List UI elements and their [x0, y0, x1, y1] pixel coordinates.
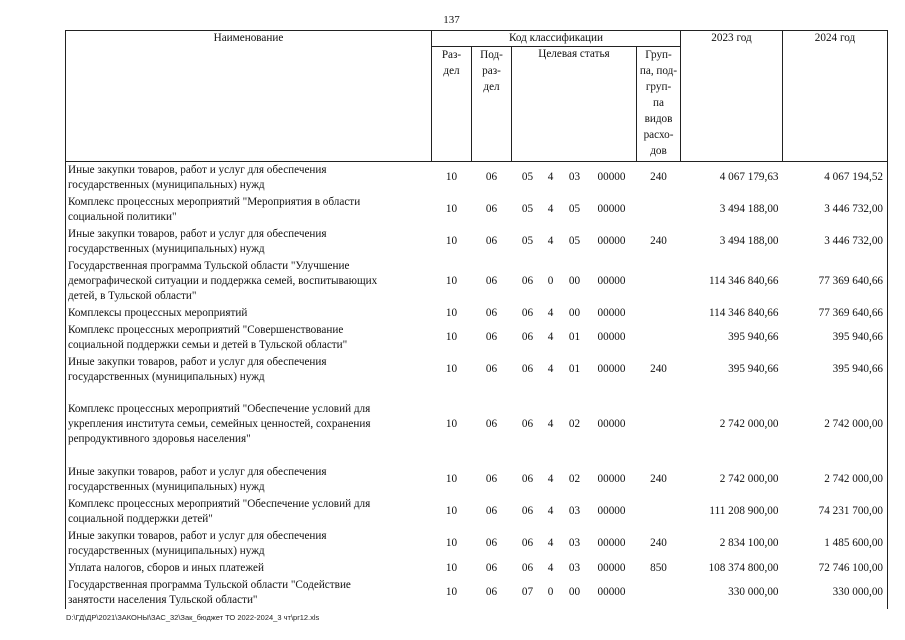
row-target-part: 00000 — [597, 505, 626, 518]
row-target-part: 00 — [568, 307, 581, 320]
row-target-article — [512, 162, 637, 194]
header-year-2023: 2023 год — [681, 31, 783, 162]
row-group: 240 — [650, 235, 667, 248]
row-target-article — [512, 464, 637, 496]
row-section: 10 — [445, 363, 458, 376]
row-target-article — [512, 322, 637, 354]
row-name-line: Комплекс процессных мероприятий "Обеспечение условий для — [68, 402, 371, 415]
row-group — [637, 496, 681, 528]
row-section: 10 — [445, 586, 458, 599]
row-amount-2023: 2 742 000,00 — [719, 473, 779, 486]
table-row — [66, 528, 888, 560]
row-amount-2023: 395 940,66 — [728, 331, 779, 344]
table-row — [66, 464, 888, 496]
row-spacer — [66, 386, 888, 395]
row-target-article — [512, 354, 637, 386]
row-name-line: Государственная программа Тульской области "Содействие — [68, 578, 351, 591]
spacer-cell — [432, 455, 888, 464]
row-amount-2024: 395 940,66 — [783, 322, 888, 354]
row-target-part: 4 — [547, 307, 554, 320]
table-row — [66, 322, 888, 354]
row-target-part: 03 — [568, 537, 581, 550]
row-name-line: государственных (муниципальных) нужд — [68, 370, 265, 383]
row-target-part: 00000 — [597, 275, 626, 288]
row-amount-2023: 114 346 840,66 — [708, 307, 779, 320]
row-target-part: 05 — [568, 203, 581, 216]
row-target-part: 06 — [521, 561, 534, 574]
row-amount-2024: 77 369 640,66 — [783, 258, 888, 306]
row-name — [66, 194, 432, 226]
row-name-line: Уплата налогов, сборов и иных платежей — [68, 561, 264, 574]
row-group — [637, 194, 681, 226]
table-row — [66, 560, 888, 577]
row-name-line: репродуктивного здоровья населения" — [68, 433, 251, 446]
row-name-line: демографической ситуации и поддержка семей, воспитывающих — [68, 275, 378, 288]
row-amount-2024: 395 940,66 — [783, 354, 888, 386]
row-name-line: Иные закупки товаров, работ и услуг для обеспечения — [68, 529, 327, 542]
row-subsection: 06 — [485, 473, 498, 486]
row-section: 10 — [445, 235, 458, 248]
row-subsection: 06 — [485, 586, 498, 599]
row-target-part: 4 — [547, 505, 554, 518]
header-classification: Код классификации — [432, 31, 681, 47]
row-name — [66, 496, 432, 528]
row-amount-2024: 2 742 000,00 — [783, 395, 888, 455]
row-amount-2023: 395 940,66 — [728, 363, 779, 376]
budget-table — [65, 30, 888, 609]
row-target-part: 4 — [547, 171, 554, 184]
row-subsection: 06 — [485, 363, 498, 376]
row-target-article — [512, 306, 637, 322]
row-name — [66, 395, 432, 455]
row-target-part: 06 — [521, 473, 534, 486]
row-name — [66, 322, 432, 354]
row-amount-2024: 2 742 000,00 — [783, 464, 888, 496]
row-target-part: 00000 — [597, 363, 626, 376]
row-amount-2023: 108 374 800,00 — [708, 561, 779, 574]
row-name-line: государственных (муниципальных) нужд — [68, 480, 265, 493]
row-target-part: 4 — [547, 473, 554, 486]
row-group — [637, 258, 681, 306]
row-target-part: 06 — [521, 363, 534, 376]
table-row — [66, 496, 888, 528]
row-group: 240 — [650, 537, 667, 550]
table-row — [66, 258, 888, 306]
row-amount-2024: 3 446 732,00 — [783, 194, 888, 226]
row-target-part: 00000 — [597, 331, 626, 344]
row-target-part: 02 — [568, 473, 581, 486]
row-target-part: 00000 — [597, 537, 626, 550]
row-target-part: 00000 — [597, 171, 626, 184]
row-name-line: Иные закупки товаров, работ и услуг для обеспечения — [68, 355, 327, 368]
row-target-article — [512, 226, 637, 258]
row-subsection: 06 — [485, 561, 498, 574]
table-header — [66, 31, 888, 162]
row-target-article — [512, 395, 637, 455]
row-target-part: 05 — [521, 235, 534, 248]
row-target-article — [512, 194, 637, 226]
row-name — [66, 528, 432, 560]
row-target-article — [512, 496, 637, 528]
row-target-part: 06 — [521, 331, 534, 344]
row-target-part: 00 — [568, 586, 581, 599]
row-target-part: 4 — [547, 418, 554, 431]
row-section: 10 — [445, 203, 458, 216]
table-row — [66, 226, 888, 258]
row-amount-2024: 3 446 732,00 — [783, 226, 888, 258]
row-amount-2024: 74 231 700,00 — [783, 496, 888, 528]
row-target-part: 00000 — [597, 586, 626, 599]
row-amount-2024: 330 000,00 — [783, 577, 888, 609]
row-subsection: 06 — [485, 275, 498, 288]
row-target-part: 01 — [568, 363, 581, 376]
row-target-part: 00000 — [597, 561, 626, 574]
row-section: 10 — [445, 171, 458, 184]
row-amount-2023: 3 494 188,00 — [719, 235, 779, 248]
row-name-line: занятости населения Тульской области" — [68, 593, 258, 606]
row-group: 240 — [650, 473, 667, 486]
row-target-article — [512, 577, 637, 609]
row-name-line: Государственная программа Тульской области "Улучшение — [68, 259, 350, 272]
row-name — [66, 162, 432, 194]
spacer-cell — [432, 386, 888, 395]
row-section: 10 — [445, 418, 458, 431]
header-group: Груп- па, под- груп- па видов расхо- дов — [637, 47, 681, 162]
row-name-line: Иные закупки товаров, работ и услуг для обеспечения — [68, 227, 327, 240]
row-target-part: 00000 — [597, 235, 626, 248]
row-target-part: 4 — [547, 331, 554, 344]
row-section: 10 — [445, 561, 458, 574]
row-name-line: Иные закупки товаров, работ и услуг для обеспечения — [68, 465, 327, 478]
table-row — [66, 194, 888, 226]
row-amount-2023: 114 346 840,66 — [708, 275, 779, 288]
row-target-part: 4 — [547, 235, 554, 248]
row-subsection: 06 — [485, 171, 498, 184]
row-group — [637, 306, 681, 322]
row-target-part: 06 — [521, 275, 534, 288]
row-amount-2023: 330 000,00 — [728, 586, 779, 599]
row-name-line: государственных (муниципальных) нужд — [68, 242, 265, 255]
row-target-article — [512, 258, 637, 306]
row-target-part: 05 — [521, 203, 534, 216]
row-amount-2024: 1 485 600,00 — [783, 528, 888, 560]
row-target-part: 4 — [547, 537, 554, 550]
row-section: 10 — [445, 505, 458, 518]
row-name — [66, 354, 432, 386]
row-group: 240 — [650, 363, 667, 376]
row-subsection: 06 — [485, 505, 498, 518]
row-amount-2024: 77 369 640,66 — [783, 306, 888, 322]
row-name — [66, 258, 432, 306]
row-target-part: 00000 — [597, 418, 626, 431]
row-target-part: 03 — [568, 561, 581, 574]
row-subsection: 06 — [485, 307, 498, 320]
row-group — [637, 395, 681, 455]
row-target-part: 03 — [568, 171, 581, 184]
row-amount-2023: 4 067 179,63 — [719, 171, 779, 184]
header-section: Раз- дел — [432, 47, 472, 162]
row-name-line: детей, в Тульской области" — [68, 290, 197, 303]
header-name: Наименование — [66, 31, 432, 162]
row-spacer — [66, 455, 888, 464]
page-number: 137 — [443, 14, 460, 26]
row-subsection: 06 — [485, 331, 498, 344]
table-body — [66, 162, 888, 609]
row-target-part: 06 — [521, 307, 534, 320]
row-target-part: 07 — [521, 586, 534, 599]
table-row — [66, 395, 888, 455]
row-amount-2023: 2 834 100,00 — [719, 537, 779, 550]
row-name-line: Комплекс процессных мероприятий "Обеспечение условий для — [68, 497, 371, 510]
row-target-part: 0 — [547, 586, 554, 599]
row-name-line: Комплексы процессных мероприятий — [68, 307, 248, 320]
row-name — [66, 306, 432, 322]
row-group — [637, 577, 681, 609]
row-target-part: 06 — [521, 537, 534, 550]
row-target-part: 01 — [568, 331, 581, 344]
row-amount-2023: 3 494 188,00 — [719, 203, 779, 216]
row-amount-2023: 2 742 000,00 — [719, 418, 779, 431]
row-subsection: 06 — [485, 235, 498, 248]
row-name — [66, 560, 432, 577]
row-section: 10 — [445, 473, 458, 486]
row-section: 10 — [445, 307, 458, 320]
header-year-2024: 2024 год — [783, 31, 888, 162]
row-name-line: государственных (муниципальных) нужд — [68, 544, 265, 557]
row-section: 10 — [445, 331, 458, 344]
row-target-part: 02 — [568, 418, 581, 431]
row-target-part: 06 — [521, 418, 534, 431]
row-target-part: 4 — [547, 203, 554, 216]
row-name-line: государственных (муниципальных) нужд — [68, 178, 265, 191]
row-subsection: 06 — [485, 537, 498, 550]
row-target-part: 4 — [547, 561, 554, 574]
row-name-line: социальной поддержки детей" — [68, 512, 213, 525]
row-subsection: 06 — [485, 203, 498, 216]
header-subsection: Под- раз- дел — [472, 47, 512, 162]
row-section: 10 — [445, 275, 458, 288]
row-group: 850 — [650, 561, 667, 574]
row-name-line: Комплекс процессных мероприятий "Совершенствование — [68, 323, 344, 336]
row-target-part: 0 — [547, 275, 554, 288]
row-target-article — [512, 528, 637, 560]
row-name-line: укрепления института семьи, семейных ценностей, сохранения — [68, 418, 371, 431]
row-target-part: 00000 — [597, 307, 626, 320]
row-name-line: социальной политики" — [68, 210, 177, 223]
row-target-part: 06 — [521, 505, 534, 518]
header-target-article: Целевая статья — [512, 47, 637, 162]
spacer-cell — [66, 455, 432, 464]
row-amount-2024: 4 067 194,52 — [783, 162, 888, 194]
row-amount-2023: 111 208 900,00 — [709, 505, 779, 518]
row-group: 240 — [650, 171, 667, 184]
row-target-article — [512, 560, 637, 577]
row-name — [66, 577, 432, 609]
table-row — [66, 354, 888, 386]
row-group — [637, 322, 681, 354]
spacer-cell — [66, 386, 432, 395]
row-section: 10 — [445, 537, 458, 550]
footer-file-path: D:\ГД\ДР\2021\ЗАКОНЫ\ЗАС_32\Зак_бюджет ТО 2022-2024_3 чт\pr12.xls — [66, 613, 320, 622]
row-target-part: 4 — [547, 363, 554, 376]
row-target-part: 00000 — [597, 473, 626, 486]
row-target-part: 05 — [521, 171, 534, 184]
row-name-line: социальной поддержки семьи и детей в Тульской области" — [68, 338, 348, 351]
row-target-part: 00 — [568, 275, 581, 288]
row-name — [66, 226, 432, 258]
table-row — [66, 162, 888, 194]
table-row — [66, 306, 888, 322]
row-name-line: Комплекс процессных мероприятий "Мероприятия в области — [68, 195, 361, 208]
row-target-part: 05 — [568, 235, 581, 248]
row-amount-2024: 72 746 100,00 — [783, 560, 888, 577]
table-row — [66, 577, 888, 609]
row-name-line: Иные закупки товаров, работ и услуг для обеспечения — [68, 163, 327, 176]
row-subsection: 06 — [485, 418, 498, 431]
row-name — [66, 464, 432, 496]
row-target-part: 03 — [568, 505, 581, 518]
row-target-part: 00000 — [597, 203, 626, 216]
